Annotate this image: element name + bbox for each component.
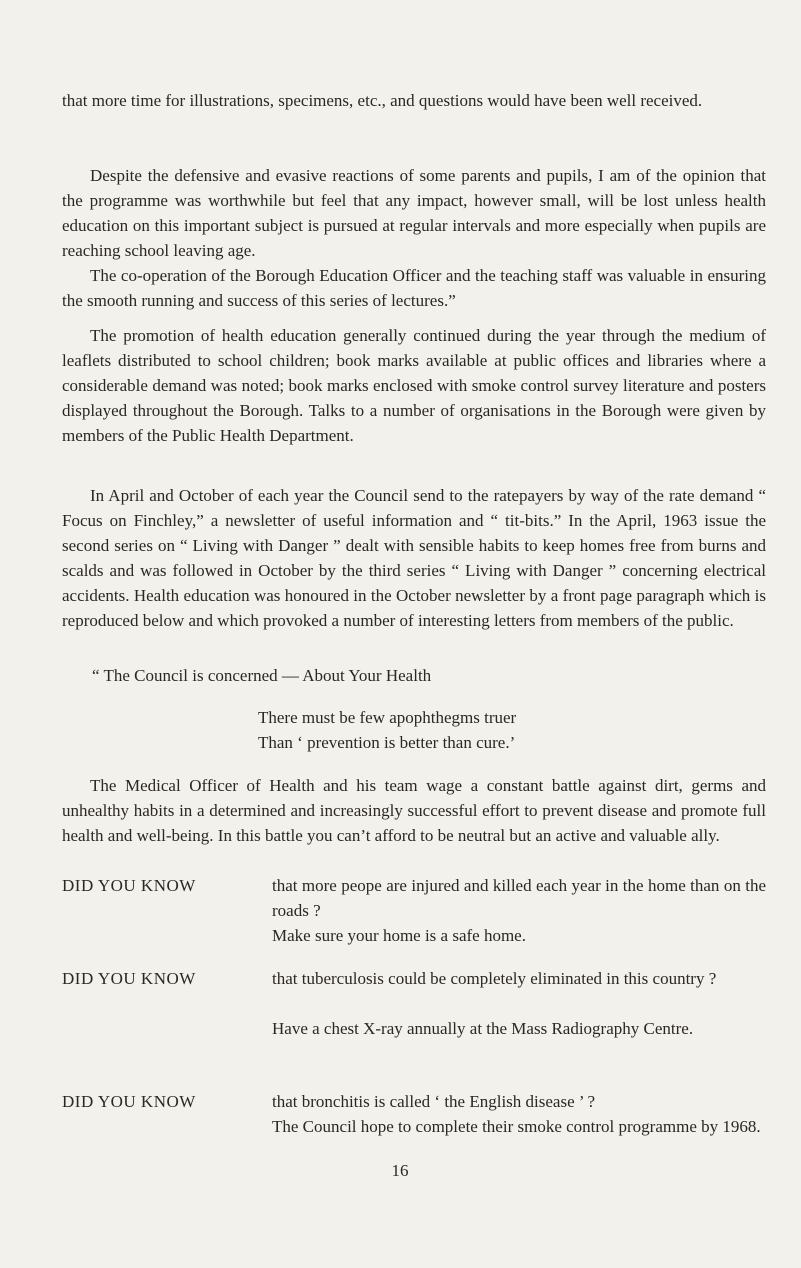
quote-line-1: There must be few apophthegms truer <box>258 708 517 727</box>
did-you-know-label-2: DID YOU KNOW <box>62 969 196 988</box>
paragraph-promotion: The promotion of health education generally continued during the year through the medium of leaflets distributed to school children; book marks available at public offices and libraries where a considerable demand was noted; book marks enclosed with smoke control survey literature and posters displayed throughout the Borough. Talks to a number of organisations in the Borough were given by members of the Public Health Department. <box>62 326 766 445</box>
did-you-know-text-1: that more peope are injured and killed each year in the home than on the roads ? <box>272 876 766 920</box>
did-you-know-advice-2: Have a chest X-ray annually at the Mass Radiography Centre. <box>272 1019 694 1038</box>
did-you-know-text-2: that tuberculosis could be completely eliminated in this country ? <box>272 969 717 988</box>
did-you-know-text-3: that bronchitis is called ‘ the English disease ’ ? <box>272 1092 596 1111</box>
did-you-know-label-1: DID YOU KNOW <box>62 876 196 895</box>
paragraph-newsletter-intro: In April and October of each year the Council send to the ratepayers by way of the rate demand “ Focus on Finchley,” a newsletter of useful information and “ tit-bits.” In the April, 1963 issue the second series on “ Living with Danger ” dealt with sensible habits to keep homes free from burns and scalds and was followed in October by the third series “ Living with Danger ” concerning electrical accidents. Health education was honoured in the October newsletter by a front page paragraph which is reproduced below and which provoked a number of interesting letters from members of the public. <box>62 486 766 630</box>
newsletter-heading: “ The Council is concerned — About Your Health <box>92 666 432 685</box>
paragraph-cooperation: The co-operation of the Borough Education Officer and the teaching staff was valuable in ensuring the smooth running and success of this series of lectures.” <box>62 266 766 310</box>
newsletter-body: The Medical Officer of Health and his team wage a constant battle against dirt, germs and unhealthy habits in a determined and increasingly successful effort to prevent disease and promote full health and well-being. In this battle you can’t afford to be neutral but an active and valuable ally. <box>62 776 766 845</box>
page-number: 16 <box>391 1161 409 1180</box>
did-you-know-advice-3: The Council hope to complete their smoke control programme by 1968. <box>272 1117 761 1136</box>
paragraph-continuation: that more time for illustrations, specimens, etc., and questions would have been well received. <box>62 91 703 110</box>
did-you-know-advice-1: Make sure your home is a safe home. <box>272 926 526 945</box>
did-you-know-label-3: DID YOU KNOW <box>62 1092 196 1111</box>
paragraph-programme-opinion: Despite the defensive and evasive reactions of some parents and pupils, I am of the opinion that the programme was worthwhile but feel that any impact, however small, will be lost unless health education on this important subject is pursued at regular intervals and more especially when pupils are reaching school leaving age. <box>62 166 766 260</box>
quote-line-2: Than ‘ prevention is better than cure.’ <box>258 733 516 752</box>
